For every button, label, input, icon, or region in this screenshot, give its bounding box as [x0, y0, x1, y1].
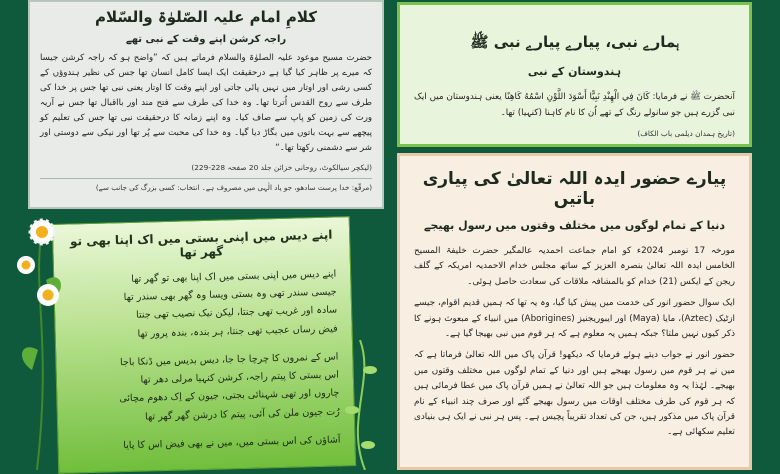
poem-line: رُت جیون ملن کی آئی، پیتم کا درشن گھر گھر تھا — [144, 406, 340, 423]
nabi-source: (تاریخ ہمدان دیلمی باب الکاف) — [637, 128, 735, 138]
kalam-note: (مرقّع: خدا پرست سادھو، جو یاد الٰہی میں مصروف ہے۔ انتخاب: کسی بزرگ کی جانب سے) — [40, 178, 372, 194]
huzoor-paragraph: حضور انور نے جواب دیتے ہوئے فرمایا کہ دیکھو! قرآن پاک میں اللہ تعالیٰ فرماتا ہے کہ میں نے ہر قوم میں رسول بھیجے ہیں اور دنیا کے تمام لوگوں میں مختلف وقتوں میں بھیجے۔ لہٰذا یہ وہ معلومات ہیں جو اللہ تعالیٰ نے ہمیں قرآن پاک میں عطا فرمائی ہیں کہ ہر قوم کی طرف مختلف اوقات میں رسول بھیجے گئے اور صرف چند انبیاء کے نام قرآن پاک میں مذکور ہیں، جن کی تعداد تقریباً پچیس ہے۔ پس ہر نبی نے ایک ہی بنیادی تعلیم سکھائی ہے۔ — [414, 350, 735, 438]
poem-line: فیض رساں عجیب تھی جنتا، ہر بندہ، بندہ پرور تھا — [137, 323, 338, 340]
poem-line: اس کے نمروں کا چرچا جا جا، دیس بدیس میں ڈنکا باجا — [119, 351, 339, 369]
panel-huzoor-baatein — [397, 153, 752, 470]
huzoor-paragraph: ایک سوال حضور انور کی خدمت میں پیش کیا گیا، وہ یہ تھا کہ ہمیں قدیم اقوام، جیسے ازٹیک (Aztec)، مایا (Maya) اور ایبوریجنیز (Aborigines) میں انبیاء کے مبعوث ہونے کا ذکر کیوں نہیں ملتا؟ جبکہ ہمیں یہ معلوم ہے کہ ہر قوم میں نبی بھیجا گیا ہے۔ — [414, 298, 735, 339]
poem-line: سادہ اور غریب تھی جنتا، لیکن نیک نصیب تھی جنتا — [135, 304, 338, 322]
poem-line: اپنے دیس میں اپنی بستی میں اک اپنا بھی تو گھر تھا — [131, 268, 337, 285]
vine-leaves-icon — [340, 340, 380, 470]
poem-line: جیسی سندر تھی وہ بستی ویسا وہ گھر بھی سندر تھا — [123, 286, 337, 304]
daisy-flowers-icon — [12, 210, 72, 470]
nabi-subtitle: ہندوستان کے نبی — [527, 65, 622, 78]
nabi-body: آنحضرت ﷺ نے فرمایا: كَانَ فِي الْهِنْدِ نَبِيًّا أَسْوَدَ اللَّوْنِ اسْمُهُ كَاهِنًا یعنی ہندوستان میں ایک نبی گزرے ہیں جو سانولے رنگ کے تھے اُن کا نام کاہنا (کنہیا) تھا۔ — [414, 92, 735, 118]
kalam-body: حضرت مسیح موعود علیہ الصلوٰۃ والسلام فرماتے ہیں کہ ”واضح ہو کہ راجہ کرشن جیسا کہ میرے پر ظاہر کیا گیا ہے درحقیقت ایک ایسا کامل انسان تھا جس کی نظیر ہندوؤں کے کسی رشی اور اوتار میں نہیں پائی جاتی اور اپنے وقت کا اوتار یعنی نبی تھا جس پر خدا کی طرف سے روح القدس اُترتا تھا۔ وہ خدا کی طرف سے فتح مند اور بااقبال تھا جس نے آریہ ورت کی زمین کو پاپ سے صاف کیا۔ وہ اپنے زمانہ کا درحقیقت نبی تھا جس کی تعلیم کو پیچھے سے بہت باتوں میں بگاڑ دیا گیا۔ وہ خدا کی محبت سے پُر تھا اور نیکی سے دوستی اور شر سے دشمنی رکھتا تھا۔“ — [40, 53, 372, 154]
kalam-subtitle: راجہ کرشن اپنے وقت کے نبی تھے — [125, 34, 287, 45]
poem-line: آشاؤں کی اس بستی میں، میں نے بھی فیض اس کا پایا — [123, 434, 341, 451]
huzoor-title: پیارے حضور ایدہ اللہ تعالیٰ کی پیاری باتیں — [422, 169, 727, 209]
panel-hamare-nabi — [397, 2, 752, 147]
kalam-title: کلامِ امام علیہ الصّلوٰۃ والسّلام — [95, 8, 317, 26]
huzoor-subtitle: دنیا کے تمام لوگوں میں مختلف وقتوں میں رسول بھیجے — [424, 219, 725, 232]
poem-line: چاروں اور تھی شہنائی بجتی، جیون کے اِک دھوم مچائی — [119, 387, 340, 405]
panel-kalam-imam — [28, 0, 384, 209]
poem-body — [68, 266, 341, 457]
huzoor-paragraph: مورخہ 17 نومبر 2024ء کو امام جماعت احمدیہ عالمگیر حضرت خلیفۃ المسیح الخامس ایدہ اللہ تعالیٰ بنصرہ العزیز کے ساتھ مجلس خدام الاحمدیہ امریکہ کے گلف ریجن کے ایکس (21) خدام کو بالمشافہ ملاقات کی سعادت حاصل ہوئی۔ — [414, 246, 735, 287]
poem-title: اپنے دیس میں اپنی بستی میں اک اپنا بھی تو گھر تھا — [69, 227, 333, 260]
nabi-title: ہمارے نبی، پیارے پیارے نبی ﷺ — [470, 33, 679, 51]
kalam-source: (لیکچر سیالکوٹ، روحانی خزائن جلد 20 صفحہ 228-229) — [191, 163, 372, 173]
poem-line: اس بستی کا پیتم راجہ، کرشن کنہیا مرلی دھر تھا — [140, 369, 339, 386]
panel-poem — [52, 216, 356, 474]
